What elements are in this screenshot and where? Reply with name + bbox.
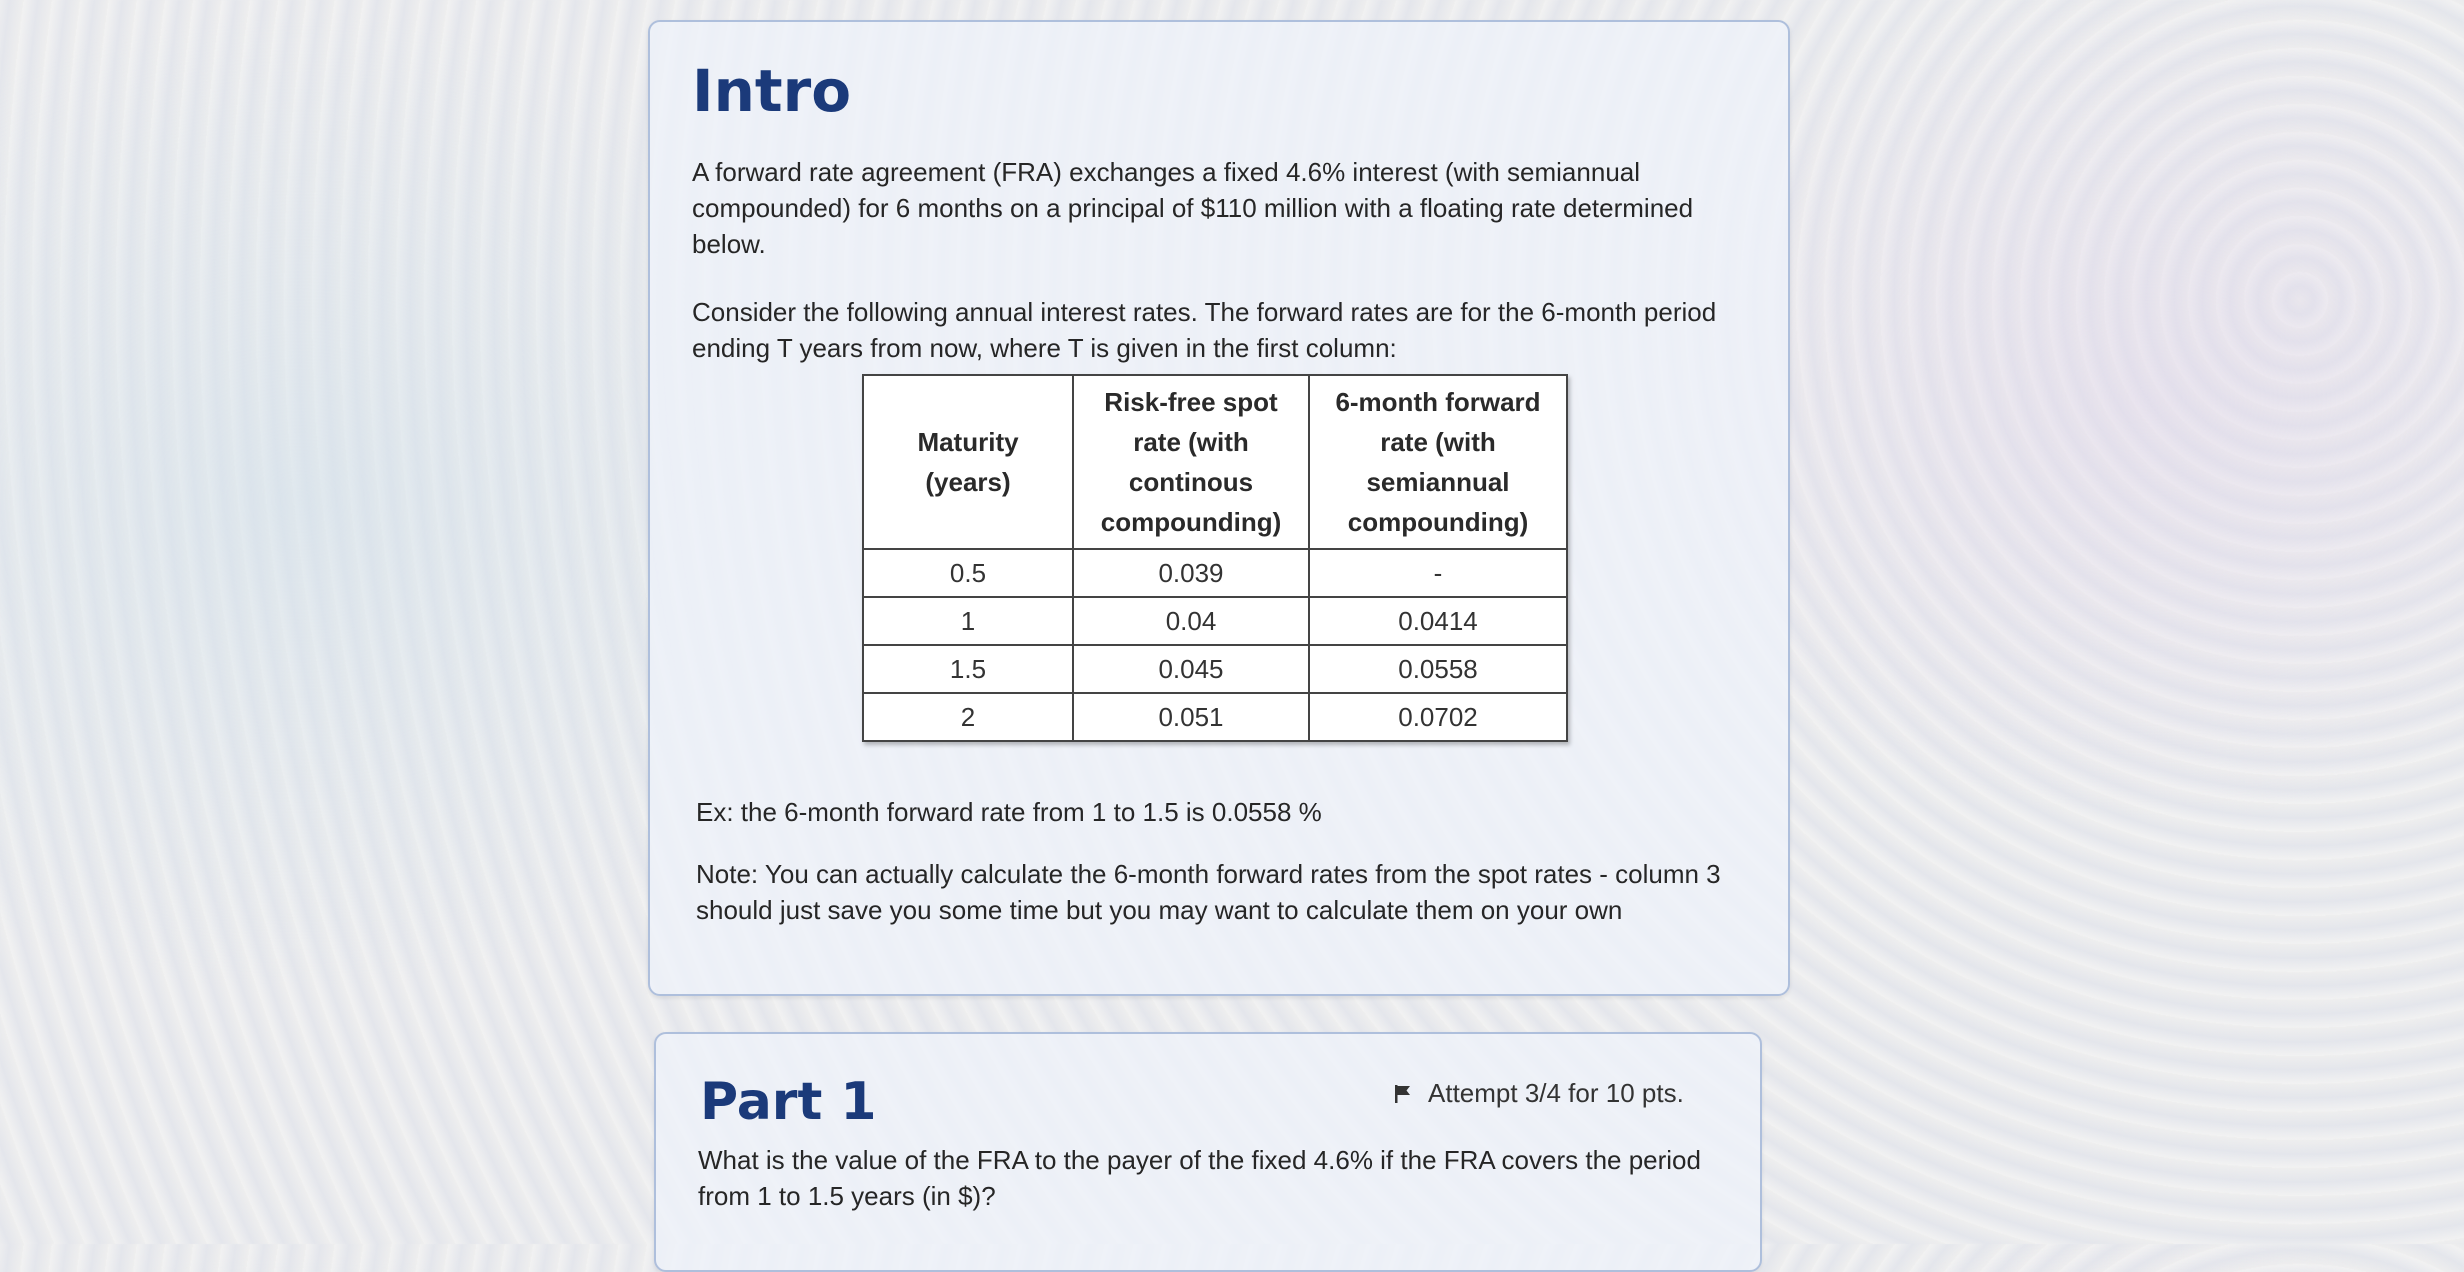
intro-paragraph-2: Consider the following annual interest rates. The forward rates are for the 6-month period ending T years from now, where T is given in the first column: [692,297,1717,363]
cell-forward-rate: 0.0558 [1309,645,1567,693]
header-maturity: Maturity (years) [863,375,1073,549]
attempt-label: Attempt 3/4 for 10 pts. [1428,1078,1684,1108]
cell-forward-rate: 0.0414 [1309,597,1567,645]
cell-forward-rate: - [1309,549,1567,597]
intro-paragraph-1: A forward rate agreement (FRA) exchanges a fixed 4.6% interest (with semiannual compounded) for 6 months on a principal of $110 million with a floating rate determined below. [692,157,1694,259]
table-row [863,693,1567,741]
attempt-info [1392,1078,1684,1109]
flag-icon[interactable] [1392,1083,1414,1105]
intro-heading: Intro [692,57,852,125]
header-forward-rate: 6-month forward rate (with semiannual compounding) [1309,375,1567,549]
cell-forward-rate: 0.0702 [1309,693,1567,741]
table-header-row [863,375,1567,549]
cell-maturity: 2 [863,693,1073,741]
example-text: Ex: the 6-month forward rate from 1 to 1.5 is 0.0558 % [696,797,1322,827]
table-row [863,549,1567,597]
note-text: Note: You can actually calculate the 6-month forward rates from the spot rates - column 3 should just save you some time but you may want to calculate them on your own [696,859,1721,925]
table-row [863,645,1567,693]
header-spot-rate: Risk-free spot rate (with continous compounding) [1073,375,1309,549]
intro-card [648,20,1790,996]
cell-maturity: 1.5 [863,645,1073,693]
cell-maturity: 1 [863,597,1073,645]
cell-spot-rate: 0.051 [1073,693,1309,741]
rates-table [862,374,1568,742]
cell-spot-rate: 0.04 [1073,597,1309,645]
table-row [863,597,1567,645]
cell-spot-rate: 0.039 [1073,549,1309,597]
part1-heading: Part 1 [700,1072,877,1132]
cell-maturity: 0.5 [863,549,1073,597]
part1-card [654,1032,1762,1272]
cell-spot-rate: 0.045 [1073,645,1309,693]
part1-question: What is the value of the FRA to the payer of the fixed 4.6% if the FRA covers the period from 1 to 1.5 years (in $)? [698,1145,1701,1211]
